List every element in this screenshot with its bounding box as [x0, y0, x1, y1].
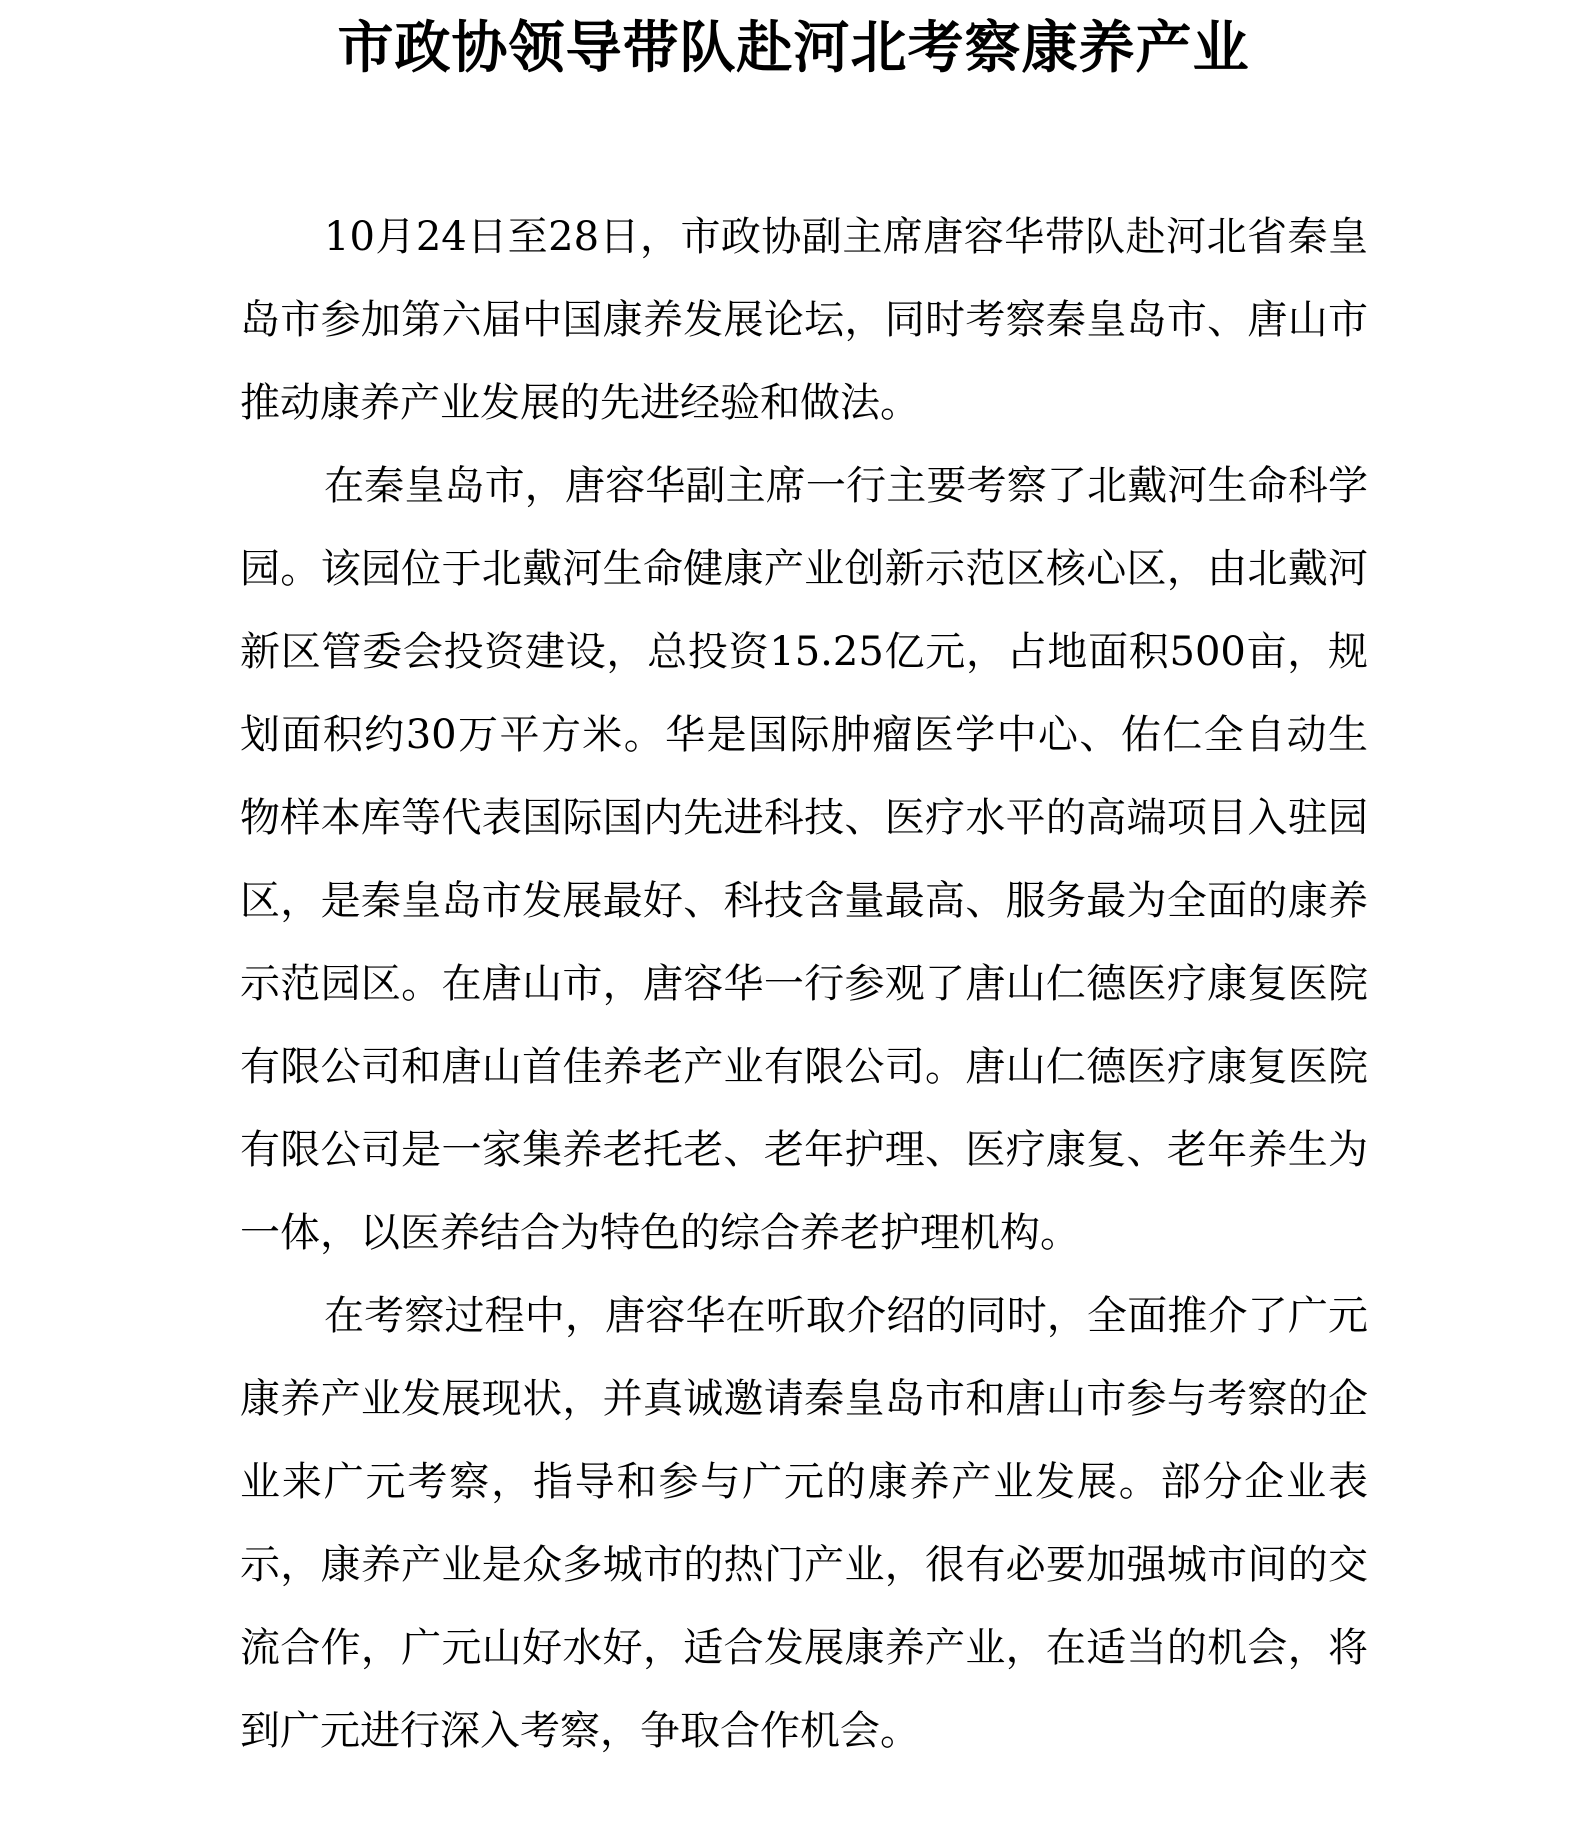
document-title: 市政协领导带队赴河北考察康养产业 — [337, 15, 1250, 81]
paragraph-2: 在秦皇岛市，唐容华副主席一行主要考察了北戴河生命科学园。该园位于北戴河生命健康产业创新示范区核心区，由北戴河新区管委会投资建设，总投资15.25亿元，占地面积500亩，规划面积约30万平方米。华是国际肿瘤医学中心、佑仁全自动生物样本库等代表国际国内先进科技、医疗水平的高端项目入驻园区，是秦皇岛市发展最好、科技含量最高、服务最为全面的康养示范园区。在唐山市，唐容华一行参观了唐山仁德医疗康复医院有限公司和唐山首佳养老产业有限公司。唐山仁德医疗康复医院有限公司是一家集养老托老、老年护理、医疗康复、老年养生为一体，以医养结合为特色的综合养老护理机构。 — [240, 463, 1368, 1256]
paragraph-1: 10月24日至28日，市政协副主席唐容华带队赴河北省秦皇岛市参加第六届中国康养发展论坛，同时考察秦皇岛市、唐山市推动康养产业发展的先进经验和做法。 — [240, 214, 1368, 426]
paragraph-3: 在考察过程中，唐容华在听取介绍的同时，全面推介了广元康养产业发展现状，并真诚邀请秦皇岛市和唐山市参与考察的企业来广元考察，指导和参与广元的康养产业发展。部分企业表示，康养产业是众多城市的热门产业，很有必要加强城市间的交流合作，广元山好水好，适合发展康养产业，在适当的机会，将到广元进行深入考察，争取合作机会。 — [240, 1293, 1368, 1754]
document-body — [240, 196, 1368, 1773]
